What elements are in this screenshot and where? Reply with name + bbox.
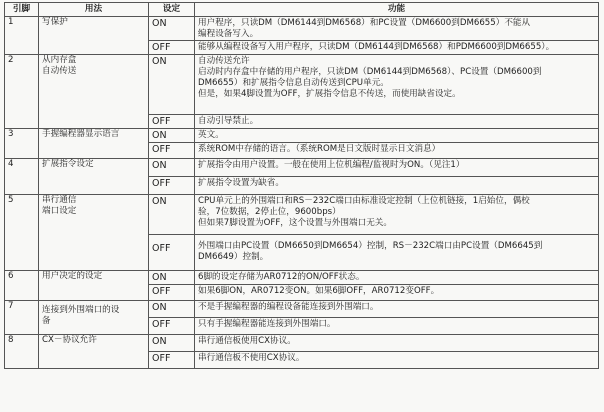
function-cell: 英文。: [195, 129, 599, 143]
setting-on: ON: [149, 159, 195, 177]
function-cell: 如果6脚ON，AR0712变ON。如果6脚OFF，AR0712变OFF。: [195, 285, 599, 301]
setting-off: OFF: [149, 177, 195, 195]
setting-off: OFF: [149, 352, 195, 369]
setting-on: ON: [149, 55, 195, 115]
setting-on: ON: [149, 271, 195, 285]
table-row: [5, 129, 599, 143]
setting-off: OFF: [149, 235, 195, 271]
function-cell: 串行通信板使用CX协议。: [195, 335, 599, 352]
setting-off: OFF: [149, 41, 195, 55]
table-row: [5, 195, 599, 235]
usage-cell: 手握编程器显示语言: [39, 129, 149, 159]
table-row: [5, 17, 599, 41]
setting-on: ON: [149, 335, 195, 352]
header-setting: 设定: [149, 3, 195, 17]
function-cell: 系统ROM中存储的语言。（系统ROM是日文版时显示日文消息）: [195, 143, 599, 159]
setting-off: OFF: [149, 115, 195, 129]
usage-cell: 写保护: [39, 17, 149, 55]
function-cell: 自动引导禁止。: [195, 115, 599, 129]
table-row: [5, 271, 599, 285]
table-row: [5, 55, 599, 115]
function-cell: 自动传送允许 启动时内存盒中存储的用户程序，只读DM（DM6144到DM6568）、PC设置（DM6600到 DM6655）和扩展指令信息自动传送到CPU单元。 但是，如果4脚设置为OFF，扩展指令信息不传送，而使用缺省设定。: [195, 55, 599, 115]
pin-number: 8: [5, 335, 39, 369]
pin-number: 2: [5, 55, 39, 129]
function-cell: 扩展指令设置为缺省。: [195, 177, 599, 195]
setting-on: ON: [149, 129, 195, 143]
setting-off: OFF: [149, 318, 195, 335]
function-cell: 串行通信板不使用CX协议。: [195, 352, 599, 369]
usage-cell: 用户决定的设定: [39, 271, 149, 301]
header-row: [5, 3, 599, 17]
function-cell: 能够从编程设备写入用户程序，只读DM（DM6144到DM6568）和PDM6600到DM6655）。: [195, 41, 599, 55]
setting-off: OFF: [149, 285, 195, 301]
table-row: [5, 335, 599, 352]
pin-number: 4: [5, 159, 39, 195]
header-usage: 用法: [39, 3, 149, 17]
function-cell: 不是手握编程器的编程设备能连接到外围端口。: [195, 301, 599, 318]
setting-off: OFF: [149, 143, 195, 159]
setting-on: ON: [149, 301, 195, 318]
pin-number: 6: [5, 271, 39, 301]
setting-on: ON: [149, 195, 195, 235]
function-cell: 外围端口由PC设置（DM6650到DM6654）控制，RS－232C端口由PC设置（DM6645到 DM6649）控制。: [195, 235, 599, 271]
table-row: [5, 159, 599, 177]
function-cell: 6脚的设定存储为AR0712的ON/OFF状态。: [195, 271, 599, 285]
function-cell: 只有手握编程器能连接到外围端口。: [195, 318, 599, 335]
setting-on: ON: [149, 17, 195, 41]
usage-cell: 串行通信 端口设定: [39, 195, 149, 271]
function-cell: CPU单元上的外围端口和RS－232C端口由标准设定控制（上位机链接，1启始位，偶校 验，7位数据，2停止位，9600bps） 但如果7脚设置为OFF，这个设置与外围端口无关。: [195, 195, 599, 235]
usage-cell: 从内存盒 自动传送: [39, 55, 149, 129]
dip-switch-table: [4, 2, 599, 369]
pin-number: 5: [5, 195, 39, 271]
pin-number: 3: [5, 129, 39, 159]
usage-cell: CX－协议允许: [39, 335, 149, 369]
table-row: [5, 301, 599, 318]
usage-cell: 扩展指令设定: [39, 159, 149, 195]
pin-number: 1: [5, 17, 39, 55]
usage-cell: 连接到外围端口的设 备: [39, 301, 149, 335]
function-cell: 用户程序，只读DM（DM6144到DM6568）和PC设置（DM6600到DM6655）不能从 编程设备写入。: [195, 17, 599, 41]
pin-number: 7: [5, 301, 39, 335]
function-cell: 扩展指令由用户设置。一般在使用上位机编程/监视时为ON。（见注1）: [195, 159, 599, 177]
header-pin: 引脚: [5, 3, 39, 17]
header-function: 功能: [195, 3, 599, 17]
